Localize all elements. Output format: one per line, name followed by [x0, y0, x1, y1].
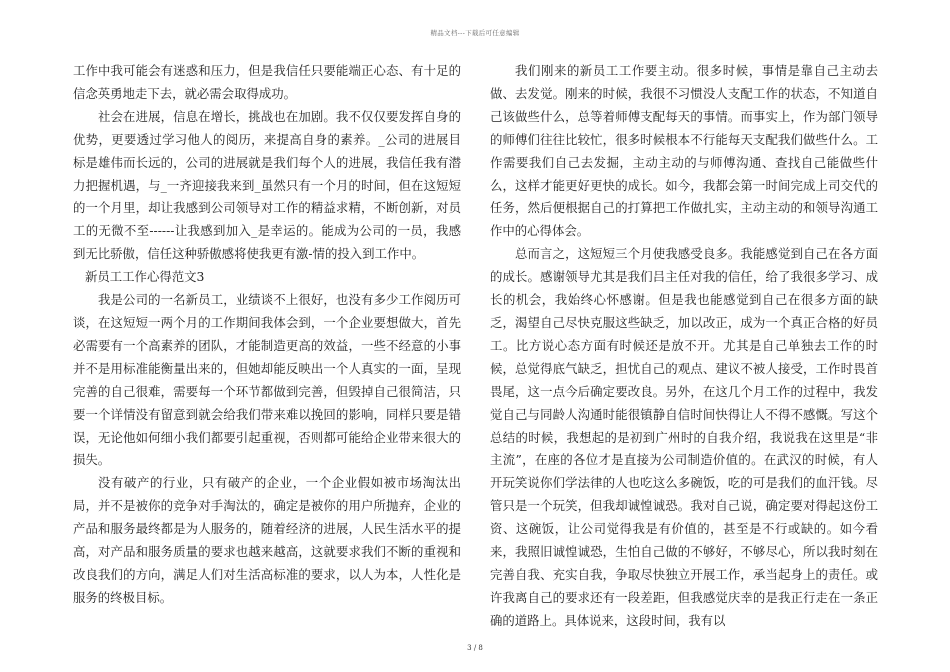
paragraph: 我是公司的一名新员工，业绩谈不上很好，也没有多少工作阅历可谈，在这短短一两个月的工作期间我体会到，一个企业要想做大，首先必需要有一个高素养的团队，才能制造更高的效益，一些不经意的小事并不是用标准能衡量出来的，但她却能反映出一个人真实的一面，呈现完善的自己很难，需要每一个环节都做到完善，但毁掉自己很简洁，只要一个详情没有留意到就会给我们带来难以挽回的影响，同样只要是错误，无论他如何细小我们都要引起重视，否则都可能给企业带来很大的损失。	[73, 292, 461, 468]
paragraph: 我们刚来的新员工工作要主动。很多时候，事情是靠自己主动去做、去发觉。刚来的时候，我很不习惯没人支配工作的状态，不知道自己该做些什么，总等着师傅支配每天的事情。而事实上，作为部门领导的师傅们往往比较忙，很多时候根本不行能每天支配我们做些什么。工作需要我们自己去发掘，主动主动的与师傅沟通、查找自己能做些什么，这样才能更好更快的成长。如今，我都会第一时间完成上司交代的任务，然后便根据自己的打算把工作做扎实，主动主动的和领导沟通工作中的心得体会。	[490, 63, 878, 239]
page-header: 精品文档---下载后可任意编辑	[430, 29, 520, 37]
paragraph: 工作中我可能会有迷惑和压力，但是我信任只要能端正心态、有十足的信念英勇地走下去，就必需会取得成功。	[73, 63, 461, 101]
paragraph: 社会在进展，信息在增长，挑战也在加剧。我不仅仅要发挥自身的优势，更要透过学习他人的阅历，来提高自身的素养。_公司的进展目标是雄伟而长远的，公司的进展就是我们每个人的进展，我信任我有潜力把握机遇，与_一齐迎接我来到_虽然只有一个月的时间，但在这短短的一个月里，却让我感到公司领导对工作的精益求精，不断创新，对员工的无微不至------让我感到加入_是幸运的。能成为公司的一员，我感到无比骄傲，信任这种骄傲感将使我更有激-情的投入到工作中。	[73, 108, 461, 262]
right-column	[490, 60, 878, 633]
section-heading: 新员工工作心得范文3	[85, 269, 205, 285]
paragraph: 总而言之，这短短三个月使我感受良多。我能感觉到自己在各方面的成长。感谢领导尤其是我们吕主任对我的信任，给了我很多学习、成长的机会，我始终心怀感谢。但是我也能感觉到自己在很多方面的缺乏，渴望自己尽快克服这些缺乏，加以改正，成为一个真正合格的好员工。比方说心态方面有时候还是放不开。尤其是自己单独去工作的时候，总觉得底气缺乏，担忧自己的观点、建议不被人接受，工作时畏首畏尾，这一点今后确定要改良。另外，在这几个月工作的过程中，我发觉自己与同龄人沟通时能很镇静自信时间快得让人不得不感慨。写这个总结的时候，我想起的是初到广州时的自我介绍，我说我在这里是“非主流”，在座的各位才是直接为公司制造价值的。在武汉的时候，有人开玩笑说你们学法律的人也吃这么多碗饭，吃的可是我们的血汗钱。尽管只是一个玩笑，但我却诚惶诚恐。我对自己说，确定要对得起这份工资、这碗饭，让公司觉得我是有价值的，甚至是不行或缺的。如今看来，我照旧诚惶诚恐，生怕自己做的不够好，不够尽心，所以我时刻在完善自我、充实自我，争取尽快独立开展工作，承当起身上的责任。或许我离自己的要求还有一段差距，但我感觉庆幸的是我正行走在一条正确的道路上。具体说来，这段时间，我有以	[490, 246, 878, 628]
left-column	[73, 60, 461, 610]
paragraph: 没有破产的行业，只有破产的企业，一个企业假如被市场淘汰出局，并不是被你的竞争对手淘汰的，确定是被你的用户所抛弃，企业的产品和服务最终都是为人服务的，随着经济的进展，人民生活水平的提高，对产品和服务质量的要求也越来越高，这就要求我们不断的重视和改良我们的方向，满足人们对生活高标准的要求，以人为本，人性化是服务的终极目标。	[73, 475, 461, 605]
page-number: 3 / 8	[467, 644, 483, 652]
